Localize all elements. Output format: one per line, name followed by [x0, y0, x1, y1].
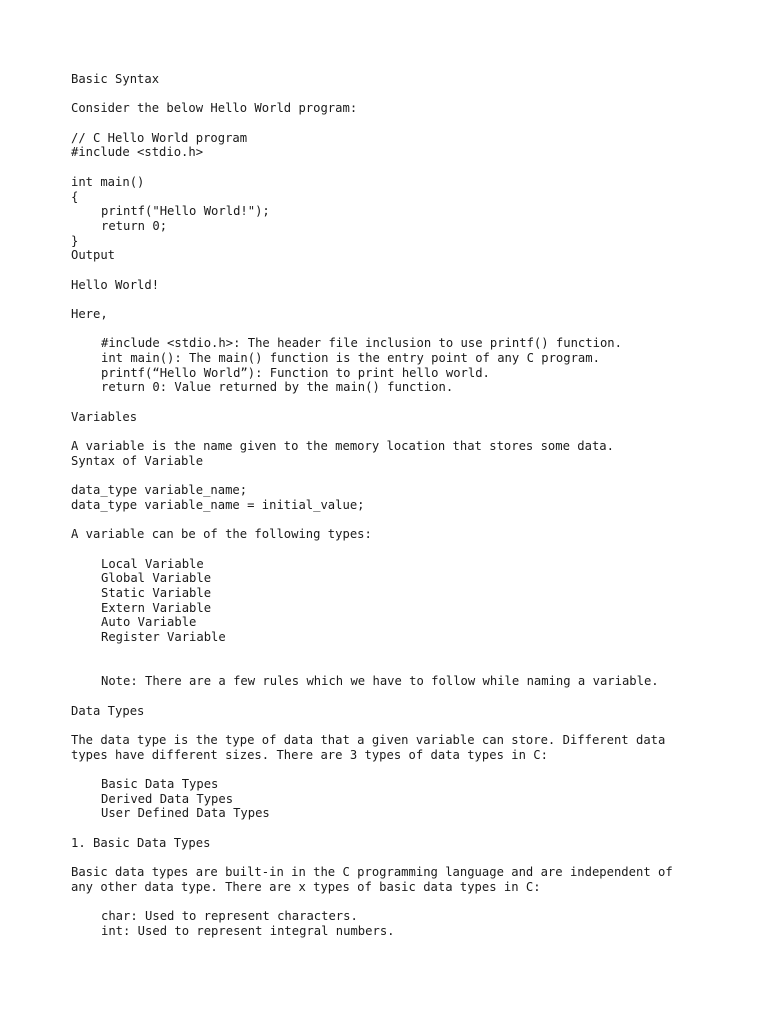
text-line: 1. Basic Data Types	[71, 835, 211, 850]
text-line: return 0: Value returned by the main() function.	[101, 380, 454, 395]
text-line: any other data type. There are x types of basic data types in C:	[71, 879, 541, 894]
text-line: The data type is the type of data that a given variable can store. Different data	[71, 732, 666, 747]
text-line: return 0;	[101, 218, 168, 233]
blank-line	[71, 660, 751, 675]
blank-line	[71, 292, 751, 307]
blank-line	[71, 513, 751, 528]
blank-line	[71, 425, 751, 440]
text-line: #include <stdio.h>: The header file inclusion to use printf() function.	[101, 336, 622, 351]
text-line: data_type variable_name;	[71, 483, 248, 498]
text-line: Syntax of Variable	[71, 453, 204, 468]
text-line: Basic Data Types	[101, 777, 219, 791]
text-line: Output	[71, 248, 116, 263]
text-line: #include <stdio.h>	[71, 145, 204, 160]
text-line: Data Types	[71, 703, 145, 718]
text-line: printf("Hello World!");	[101, 204, 270, 219]
text-line: Basic Syntax	[71, 72, 160, 86]
blank-line	[71, 116, 751, 131]
blank-line	[71, 469, 751, 484]
blank-line	[71, 762, 751, 777]
text-line: {	[71, 189, 79, 204]
blank-line	[71, 395, 751, 410]
text-line: Global Variable	[101, 571, 212, 586]
text-line: Variables	[71, 409, 138, 424]
text-line: Basic data types are built-in in the C programming language and are independent of	[71, 865, 673, 880]
text-line: Auto Variable	[101, 615, 197, 630]
text-line: Consider the below Hello World program:	[71, 101, 358, 116]
document-page	[71, 72, 751, 939]
text-line: User Defined Data Types	[101, 806, 270, 821]
text-line: char: Used to represent characters.	[101, 909, 358, 924]
text-line: Extern Variable	[101, 600, 212, 615]
text-line: A variable is the name given to the memory location that stores some data.	[71, 439, 614, 454]
text-line: types have different sizes. There are 3 types of data types in C:	[71, 747, 548, 762]
blank-line	[71, 322, 751, 337]
blank-line	[71, 87, 751, 102]
blank-line	[71, 718, 751, 733]
text-line: Local Variable	[101, 556, 204, 571]
text-line: Static Variable	[101, 586, 212, 601]
text-line: data_type variable_name = initial_value;	[71, 497, 365, 512]
blank-line	[71, 645, 751, 660]
blank-line	[71, 160, 751, 175]
blank-line	[71, 821, 751, 836]
text-line: Register Variable	[101, 630, 226, 645]
text-line: // C Hello World program	[71, 130, 248, 145]
text-line: Hello World!	[71, 277, 160, 292]
blank-line	[71, 542, 751, 557]
blank-line	[71, 850, 751, 865]
blank-line	[71, 263, 751, 278]
text-line: Derived Data Types	[101, 791, 234, 806]
blank-line	[71, 689, 751, 704]
text-line: }	[71, 233, 79, 248]
text-line: Note: There are a few rules which we have to follow while naming a variable.	[101, 674, 659, 689]
text-line: A variable can be of the following types:	[71, 527, 372, 542]
blank-line	[71, 895, 751, 910]
text-line: int: Used to represent integral numbers.	[101, 923, 395, 938]
text-line: printf(“Hello World”): Function to print hello world.	[101, 365, 490, 380]
text-line: Here,	[71, 307, 108, 321]
text-line: int main(): The main() function is the entry point of any C program.	[101, 351, 600, 366]
text-line: int main()	[71, 174, 145, 189]
